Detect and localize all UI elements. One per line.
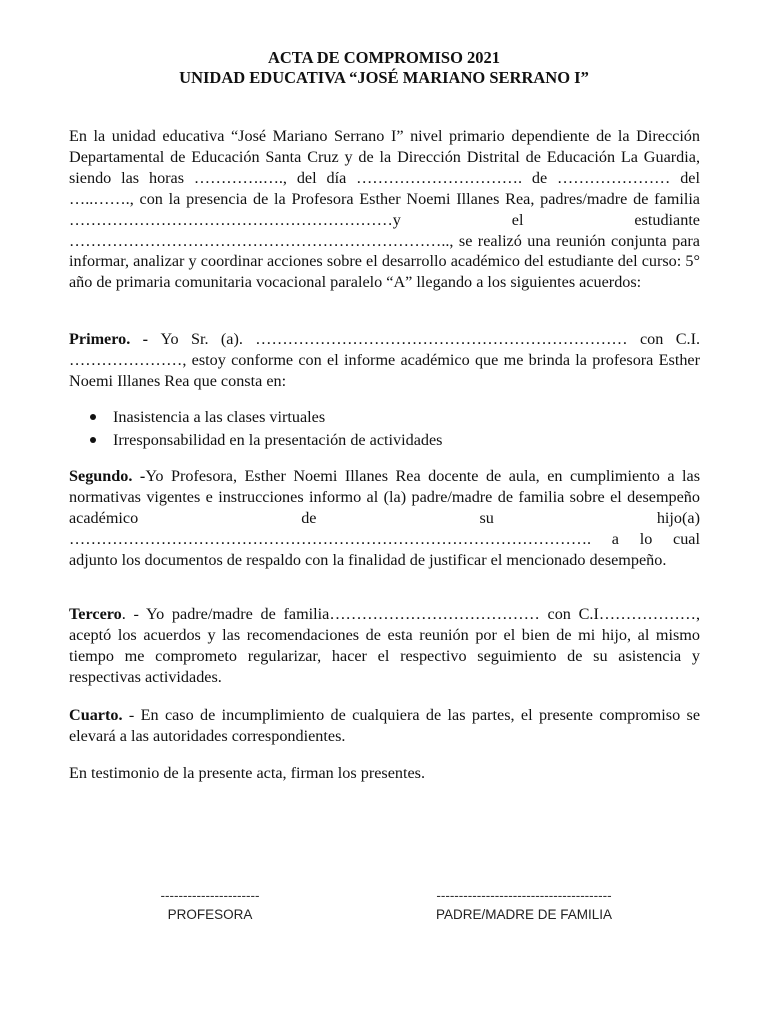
primero-paragraph [69, 329, 700, 392]
bullet-icon [90, 437, 96, 443]
list-item [88, 406, 688, 429]
signature-padre-madre [418, 889, 630, 924]
bullet-icon [90, 414, 96, 420]
list-item-text: Irresponsabilidad en la presentación de actividades [113, 430, 443, 449]
intro-paragraph: En la unidad educativa “José Mariano Serrano I” nivel primario dependiente de la Dirección Departamental de Educación Santa Cruz y de la Dirección Distrital de Educación La Guardia, siendo las horas ………….…., del día …………………………. de ………………… del …..……., con la presencia de la Profesora Esther Noemi Illanes Rea, padres/madre de familia ……………………………………………………y el estudiante …………………………………………………………….., se realizó una reunión conjunta para informar, analizar y coordinar acciones sobre el desarrollo académico del estudiante del curso: 5° año de primaria comunitaria vocacional paralelo “A” llegando a los siguientes acuerdos: [69, 127, 700, 292]
signature-line: ---------------------- [160, 888, 260, 903]
tercero-separator: . - [121, 605, 147, 623]
segundo-separator: . - [128, 467, 146, 485]
list-item-text: Inasistencia a las clases virtuales [113, 408, 326, 426]
list-item [88, 429, 688, 452]
testimonio-paragraph: En testimonio de la presente acta, firman los presentes. [69, 764, 426, 782]
segundo-text: Yo Profesora, Esther Noemi Illanes Rea docente de aula, en cumplimiento a las normativas vigentes e instrucciones informo al (la) padre/madre de familia sobre el desempeño académico de su hijo(a) ……………………………………………………………………………………. a lo cual adjunto los documentos de respaldo con la finalidad de justificar el mencionado desempeño. [69, 467, 700, 569]
primero-separator: . - [126, 330, 161, 348]
tercero-paragraph [69, 604, 700, 688]
tercero-text: Yo padre/madre de familia………………………………… con C.I………………, aceptó los acuerdos y las recomendaciones de esta reunión por el bien de mi hijo, al mismo tiempo me comprometo regularizar, hacer el respectivo seguimiento de su asistencia y respectivas actividades. [69, 605, 701, 686]
segundo-label: Segundo [69, 467, 129, 485]
cuarto-paragraph [69, 705, 700, 747]
signature-line: --------------------------------------- [436, 888, 612, 903]
primero-label: Primero [69, 330, 127, 348]
cuarto-separator: - [122, 706, 141, 724]
primero-text: Yo Sr. (a). …………………………………………………………… con C.I. …………………, estoy conforme con el informe académico que me brinda la profesora Esther Noemi Illanes Rea que consta en: [69, 330, 701, 390]
cuarto-text: En caso de incumplimiento de cualquiera de las partes, el presente compromiso se elevará a las autoridades correspondientes. [69, 706, 700, 745]
cuarto-label: Cuarto. [69, 706, 123, 724]
tercero-label: Tercero [69, 605, 122, 623]
school-name-title: UNIDAD EDUCATIVA “JOSÉ MARIANO SERRANO I” [179, 68, 589, 87]
segundo-paragraph [69, 466, 700, 571]
signature-label: PADRE/MADRE DE FAMILIA [435, 907, 613, 922]
signature-label: PROFESORA [167, 907, 253, 922]
signature-profesora [140, 889, 280, 924]
document-title: ACTA DE COMPROMISO 2021 [267, 48, 501, 67]
issues-list [88, 406, 688, 451]
